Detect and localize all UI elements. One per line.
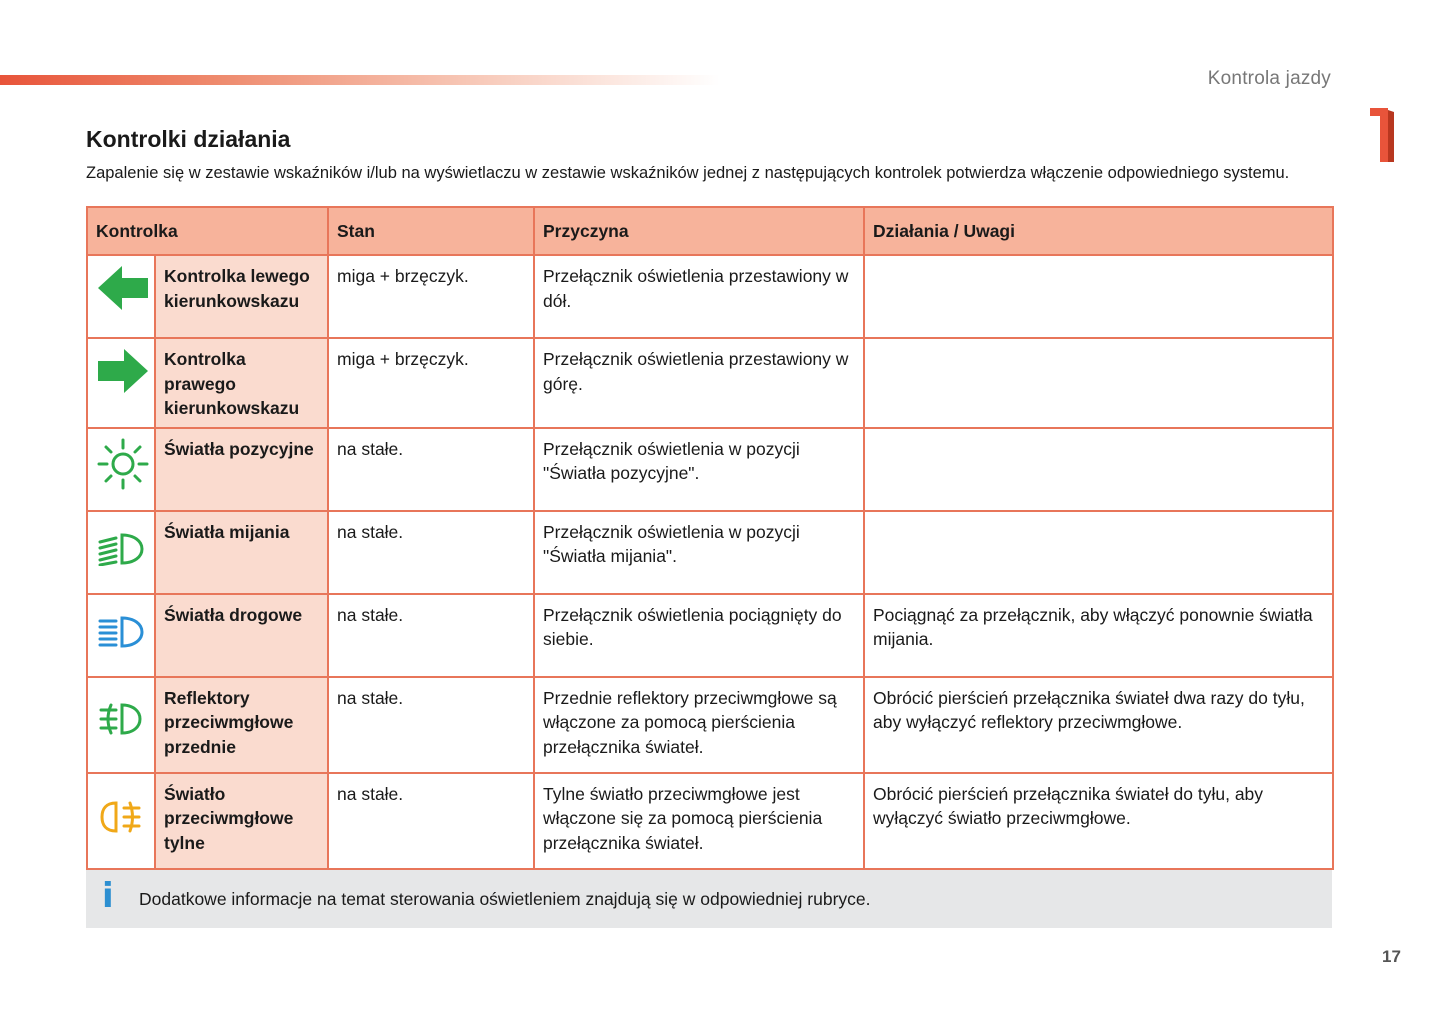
light-state: miga + brzęczyk. xyxy=(328,255,534,338)
intro-text: Zapalenie się w zestawie wskaźników i/lub na wyświetlaczu w zestawie wskaźników jednej z następujących kontrolek potwierdza włączenie odpowiedniego systemu. xyxy=(86,164,1290,182)
column-header-dzialania: Działania / Uwagi xyxy=(864,207,1333,255)
header-accent-bar xyxy=(0,75,720,85)
light-action xyxy=(864,338,1333,428)
table-row xyxy=(87,338,1333,428)
low-beam-icon xyxy=(96,532,146,566)
light-name: Światła mijania xyxy=(155,511,328,594)
light-action xyxy=(864,255,1333,338)
chapter-number xyxy=(1366,104,1398,164)
right-turn-arrow-icon xyxy=(96,347,150,395)
warning-lights-table xyxy=(86,206,1334,870)
light-action: Obrócić pierścień przełącznika świateł dwa razy do tyłu, aby wyłączyć reflektory przeciwmgłowe. xyxy=(864,677,1333,773)
light-action xyxy=(864,428,1333,511)
light-cause: Tylne światło przeciwmgłowe jest włączone się za pomocą pierścienia przełącznika świateł. xyxy=(534,773,864,869)
light-action xyxy=(864,511,1333,594)
light-cause: Przednie reflektory przeciwmgłowe są włączone za pomocą pierścienia przełącznika świateł. xyxy=(534,677,864,773)
info-note xyxy=(86,870,1332,928)
rear-fog-light-icon xyxy=(100,800,142,834)
table-row xyxy=(87,511,1333,594)
front-fog-light-icon xyxy=(98,702,144,736)
column-header-stan: Stan xyxy=(328,207,534,255)
light-name: Kontrolka lewego kierunkowskazu xyxy=(155,255,328,338)
light-cause: Przełącznik oświetlenia przestawiony w dół. xyxy=(534,255,864,338)
light-state: na stałe. xyxy=(328,677,534,773)
light-cause: Przełącznik oświetlenia w pozycji "Światła pozycyjne". xyxy=(534,428,864,511)
light-action: Pociągnąć za przełącznik, aby włączyć ponownie światła mijania. xyxy=(864,594,1333,677)
page-heading: Kontrolki działania xyxy=(86,126,291,152)
high-beam-icon xyxy=(96,615,146,649)
table-row xyxy=(87,773,1333,869)
light-cause: Przełącznik oświetlenia przestawiony w górę. xyxy=(534,338,864,428)
left-turn-arrow-icon xyxy=(96,264,150,312)
table-row xyxy=(87,677,1333,773)
info-icon: i xyxy=(102,876,114,916)
section-title: Kontrola jazdy xyxy=(1207,68,1331,89)
column-header-przyczyna: Przyczyna xyxy=(534,207,864,255)
position-lights-icon xyxy=(96,437,150,491)
light-name: Światło przeciwmgłowe tylne xyxy=(155,773,328,869)
light-name: Światła drogowe xyxy=(155,594,328,677)
column-header-kontrolka: Kontrolka xyxy=(87,207,328,255)
light-name: Kontrolka prawego kierunkowskazu xyxy=(155,338,328,428)
table-row xyxy=(87,255,1333,338)
page-number: 17 xyxy=(1382,947,1401,966)
light-state: na stałe. xyxy=(328,428,534,511)
table-row xyxy=(87,428,1333,511)
light-state: na stałe. xyxy=(328,511,534,594)
light-action: Obrócić pierścień przełącznika świateł do tyłu, aby wyłączyć światło przeciwmgłowe. xyxy=(864,773,1333,869)
table-header-row xyxy=(87,207,1333,255)
light-state: na stałe. xyxy=(328,773,534,869)
light-state: miga + brzęczyk. xyxy=(328,338,534,428)
light-name: Światła pozycyjne xyxy=(155,428,328,511)
light-cause: Przełącznik oświetlenia pociągnięty do siebie. xyxy=(534,594,864,677)
light-cause: Przełącznik oświetlenia w pozycji "Światła mijania". xyxy=(534,511,864,594)
table-row xyxy=(87,594,1333,677)
light-state: na stałe. xyxy=(328,594,534,677)
info-text: Dodatkowe informacje na temat sterowania oświetleniem znajdują się w odpowiedniej rubryce. xyxy=(139,889,871,909)
light-name: Reflektory przeciwmgłowe przednie xyxy=(155,677,328,773)
